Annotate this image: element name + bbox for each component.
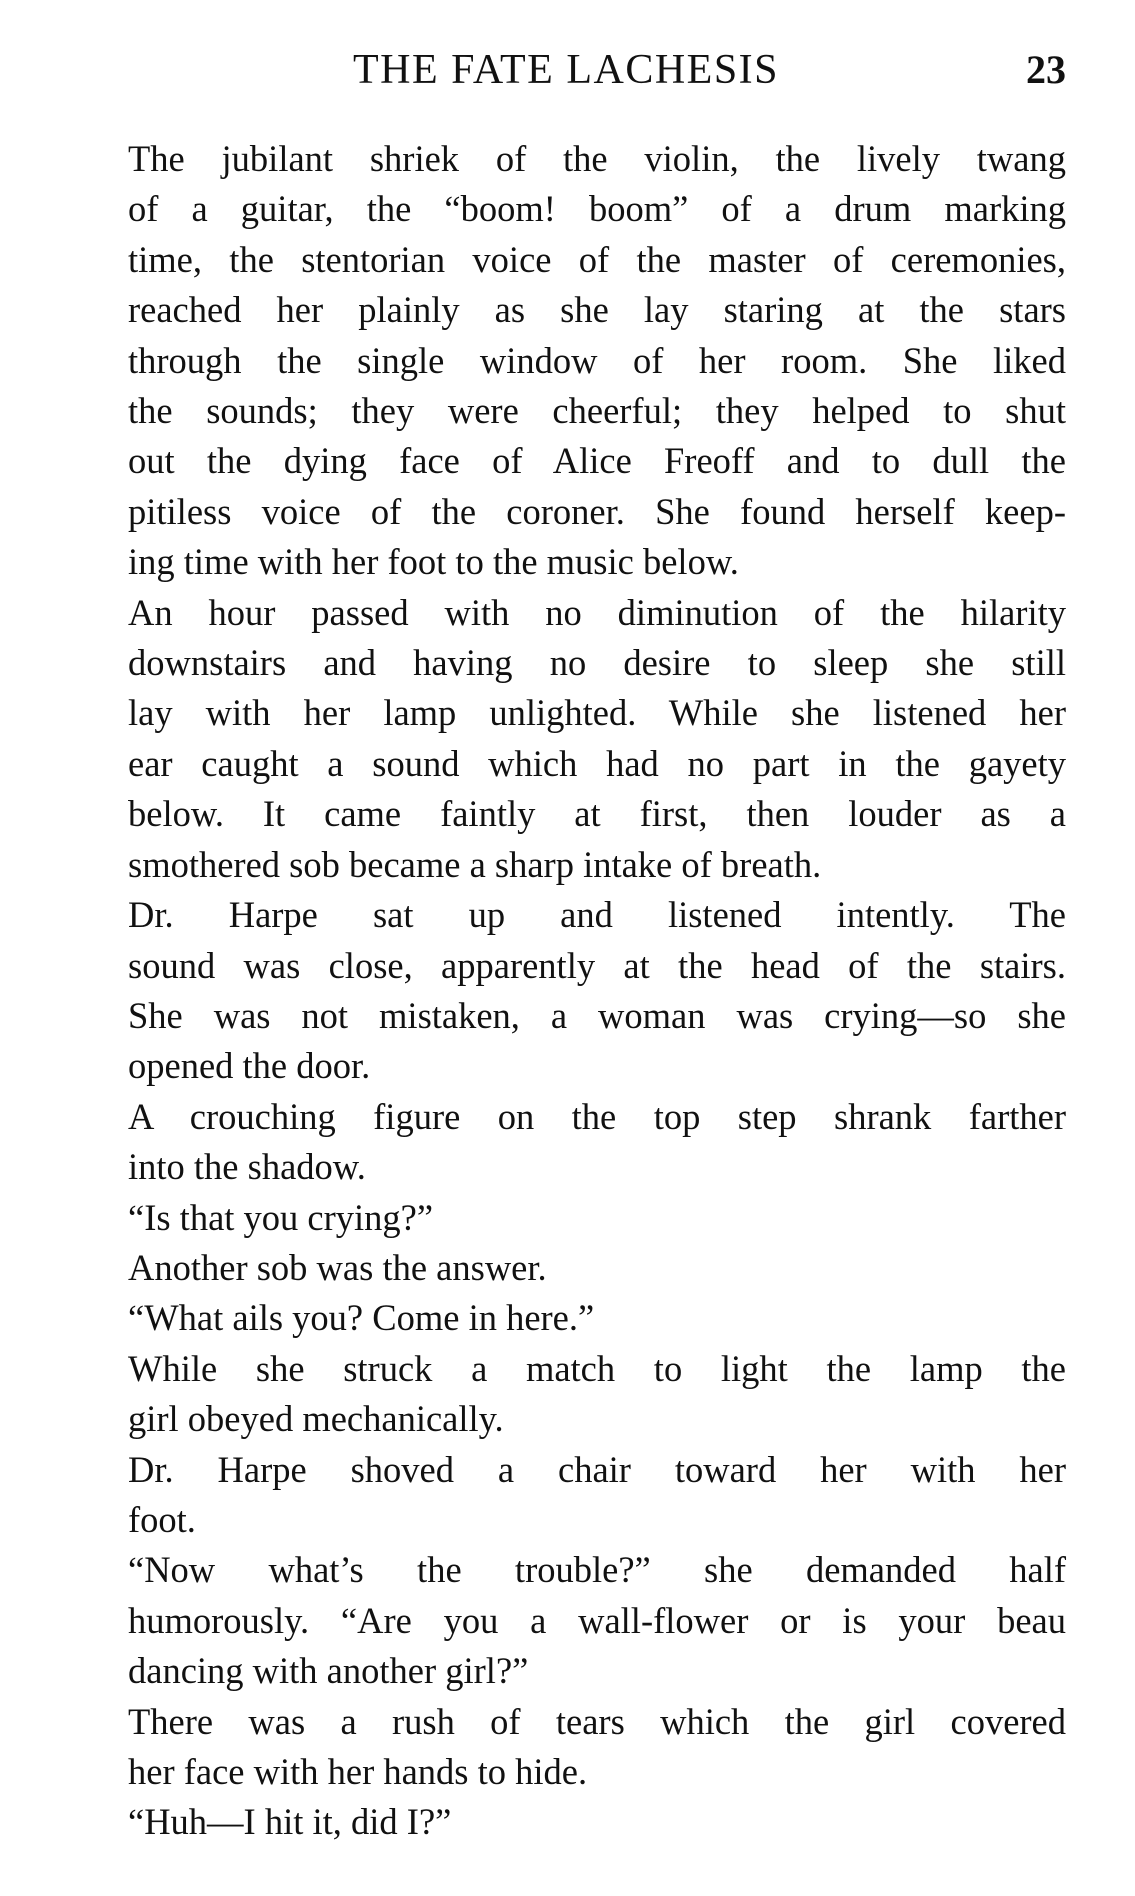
text-line: While she struck a match to light the lamp the: [128, 1347, 1066, 1389]
text-line: lay with her lamp unlighted. While she listened her: [128, 692, 1066, 734]
text-line: time, the stentorian voice of the master of ceremonies,: [128, 238, 1066, 280]
text-line: Dr. Harpe sat up and listened intently. The: [128, 894, 1066, 936]
text-line: There was a rush of tears which the girl covered: [128, 1700, 1066, 1742]
paragraph: [66, 1092, 1066, 1193]
paragraph: [66, 134, 1066, 588]
paragraph: [66, 1697, 1066, 1798]
running-head-title: THE FATE LACHESIS: [352, 47, 780, 93]
text-line: sound was close, apparently at the head of the stairs.: [128, 944, 1066, 986]
text-line: foot.: [128, 1498, 196, 1540]
text-line: humorously. “Are you a wall-flower or is your beau: [128, 1599, 1066, 1641]
text-line: “What ails you? Come in here.”: [128, 1297, 595, 1339]
paragraph: [66, 1243, 1066, 1293]
text-line: downstairs and having no desire to sleep she still: [128, 642, 1066, 684]
paragraph: [66, 1797, 1066, 1847]
text-line: ing time with her foot to the music below.: [128, 541, 739, 583]
text-line: “Now what’s the trouble?” she demanded half: [128, 1549, 1066, 1591]
text-line: Dr. Harpe shoved a chair toward her with her: [128, 1448, 1066, 1490]
text-line: reached her plainly as she lay staring at the stars: [128, 289, 1066, 331]
body-text: [66, 134, 1066, 1848]
text-line: through the single window of her room. She liked: [128, 339, 1066, 381]
paragraph: [66, 1193, 1066, 1243]
text-line: of a guitar, the “boom! boom” of a drum marking: [128, 188, 1066, 230]
running-head: [66, 40, 1066, 100]
text-line: The jubilant shriek of the violin, the lively twang: [128, 138, 1066, 179]
text-line: smothered sob became a sharp intake of breath.: [128, 843, 822, 885]
text-line: ear caught a sound which had no part in the gayety: [128, 742, 1066, 784]
paragraph: [66, 1293, 1066, 1343]
paragraph: [66, 588, 1066, 890]
paragraph: [66, 890, 1066, 1092]
text-line: She was not mistaken, a woman was crying—so she: [128, 994, 1066, 1036]
text-line: into the shadow.: [128, 1146, 366, 1188]
text-line: girl obeyed mechanically.: [128, 1398, 504, 1440]
paragraph: [66, 1445, 1066, 1546]
page-number: 23: [1026, 47, 1066, 92]
text-line: “Huh—I hit it, did I?”: [128, 1801, 452, 1843]
text-line: Another sob was the answer.: [128, 1246, 547, 1288]
paragraph: [66, 1545, 1066, 1696]
text-line: her face with her hands to hide.: [128, 1751, 588, 1792]
text-line: opened the door.: [128, 1045, 371, 1087]
text-line: “Is that you crying?”: [128, 1196, 434, 1238]
text-line: dancing with another girl?”: [128, 1650, 529, 1692]
text-line: A crouching figure on the top step shrank farther: [128, 1095, 1066, 1137]
paragraph: [66, 1344, 1066, 1445]
text-line: below. It came faintly at first, then louder as a: [128, 793, 1066, 835]
text-line: the sounds; they were cheerful; they helped to shut: [128, 390, 1066, 432]
text-line: out the dying face of Alice Freoff and to dull the: [128, 440, 1066, 482]
text-line: An hour passed with no diminution of the hilarity: [128, 591, 1066, 633]
text-line: pitiless voice of the coroner. She found herself keep-: [128, 490, 1066, 532]
